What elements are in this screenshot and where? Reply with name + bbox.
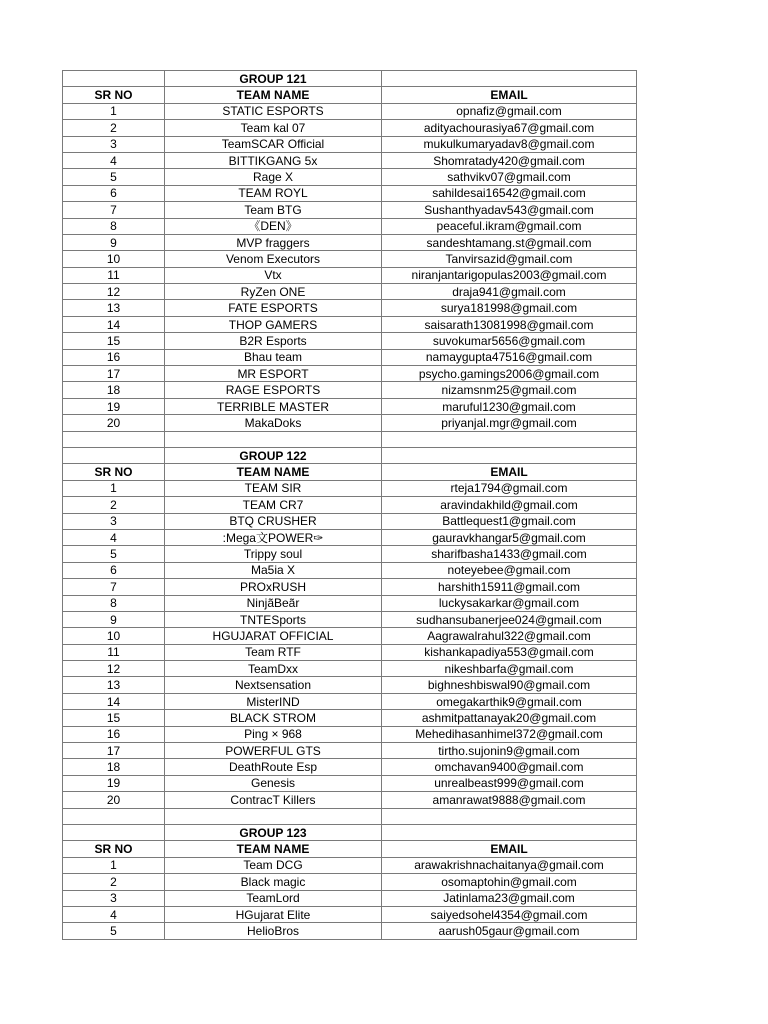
sr-no-cell: 15 (63, 710, 165, 726)
sr-no-cell: 13 (63, 300, 165, 316)
email-cell: osomaptohin@gmail.com (382, 874, 637, 890)
email-cell: Aagrawalrahul322@gmail.com (382, 628, 637, 644)
sr-no-cell: 6 (63, 185, 165, 201)
team-name-cell: TEAM CR7 (165, 497, 382, 513)
column-header-row (63, 841, 637, 857)
sr-no-cell: 8 (63, 218, 165, 234)
sr-no-cell: 2 (63, 497, 165, 513)
email-cell: Battlequest1@gmail.com (382, 513, 637, 529)
table-row (63, 579, 637, 595)
sr-no-cell: 12 (63, 661, 165, 677)
email-cell: opnafiz@gmail.com (382, 103, 637, 119)
email-cell: draja941@gmail.com (382, 284, 637, 300)
email-cell: omegakarthik9@gmail.com (382, 693, 637, 709)
empty-cell (165, 808, 382, 824)
sr-no-cell: 16 (63, 726, 165, 742)
sr-no-cell: 1 (63, 480, 165, 496)
team-name-cell: TeamSCAR Official (165, 136, 382, 152)
email-cell: saiyedsohel4354@gmail.com (382, 906, 637, 922)
team-name-cell: HelioBros (165, 923, 382, 939)
team-name-cell: Bhau team (165, 349, 382, 365)
email-cell: suvokumar5656@gmail.com (382, 333, 637, 349)
sr-no-cell: 20 (63, 415, 165, 431)
table-row (63, 644, 637, 660)
table-row (63, 152, 637, 168)
empty-cell (382, 824, 637, 840)
sr-no-cell: 14 (63, 693, 165, 709)
table-row (63, 267, 637, 283)
email-cell: unrealbeast999@gmail.com (382, 775, 637, 791)
email-cell: ashmitpattanayak20@gmail.com (382, 710, 637, 726)
column-header-row (63, 464, 637, 480)
team-name-cell: 《DEN》 (165, 218, 382, 234)
sr-no-cell: 19 (63, 775, 165, 791)
team-name-header: TEAM NAME (165, 87, 382, 103)
email-cell: aarush05gaur@gmail.com (382, 923, 637, 939)
sr-no-cell: 4 (63, 906, 165, 922)
email-header: EMAIL (382, 464, 637, 480)
table-row (63, 316, 637, 332)
team-name-cell: TEAM SIR (165, 480, 382, 496)
email-cell: niranjantarigopulas2003@gmail.com (382, 267, 637, 283)
email-cell: saisarath13081998@gmail.com (382, 316, 637, 332)
team-name-cell: Black magic (165, 874, 382, 890)
sr-no-cell: 15 (63, 333, 165, 349)
sr-no-cell: 17 (63, 366, 165, 382)
spacer-row (63, 431, 637, 447)
sr-no-cell: 6 (63, 562, 165, 578)
table-row (63, 300, 637, 316)
email-cell: gauravkhangar5@gmail.com (382, 529, 637, 545)
sr-no-cell: 5 (63, 169, 165, 185)
sr-no-cell: 1 (63, 857, 165, 873)
sr-no-cell: 11 (63, 267, 165, 283)
team-name-cell: NinjãBeãr (165, 595, 382, 611)
team-name-cell: THOP GAMERS (165, 316, 382, 332)
email-cell: tirtho.sujonin9@gmail.com (382, 743, 637, 759)
sr-no-header: SR NO (63, 464, 165, 480)
sr-no-cell: 18 (63, 382, 165, 398)
email-cell: sharifbasha1433@gmail.com (382, 546, 637, 562)
team-name-cell: STATIC ESPORTS (165, 103, 382, 119)
email-cell: priyanjal.mgr@gmail.com (382, 415, 637, 431)
sr-no-cell: 20 (63, 792, 165, 808)
sr-no-cell: 4 (63, 529, 165, 545)
table-row (63, 185, 637, 201)
email-header: EMAIL (382, 87, 637, 103)
spacer-row (63, 808, 637, 824)
sr-no-cell: 2 (63, 874, 165, 890)
sr-no-cell: 13 (63, 677, 165, 693)
sr-no-cell: 9 (63, 611, 165, 627)
table-row (63, 234, 637, 250)
table-row (63, 677, 637, 693)
email-cell: surya181998@gmail.com (382, 300, 637, 316)
team-name-cell: Rage X (165, 169, 382, 185)
empty-cell (382, 431, 637, 447)
table-row (63, 497, 637, 513)
table-row (63, 792, 637, 808)
team-name-cell: BITTIKGANG 5x (165, 152, 382, 168)
email-cell: arawakrishnachaitanya@gmail.com (382, 857, 637, 873)
team-name-cell: MVP fraggers (165, 234, 382, 250)
email-cell: nizamsnm25@gmail.com (382, 382, 637, 398)
sr-no-header: SR NO (63, 841, 165, 857)
table-row (63, 415, 637, 431)
sr-no-cell: 4 (63, 152, 165, 168)
team-name-cell: Venom Executors (165, 251, 382, 267)
sr-no-cell: 17 (63, 743, 165, 759)
team-name-cell: RAGE ESPORTS (165, 382, 382, 398)
email-cell: namaygupta47516@gmail.com (382, 349, 637, 365)
team-name-cell: Genesis (165, 775, 382, 791)
team-name-cell: PROxRUSH (165, 579, 382, 595)
team-name-cell: TeamLord (165, 890, 382, 906)
sr-no-cell: 5 (63, 923, 165, 939)
email-cell: mukulkumaryadav8@gmail.com (382, 136, 637, 152)
team-registration-table-body (63, 71, 637, 940)
email-cell: sandeshtamang.st@gmail.com (382, 234, 637, 250)
table-row (63, 906, 637, 922)
table-row (63, 349, 637, 365)
team-name-cell: DeathRoute Esp (165, 759, 382, 775)
email-cell: Shomratady420@gmail.com (382, 152, 637, 168)
team-name-cell: POWERFUL GTS (165, 743, 382, 759)
team-name-cell: Team BTG (165, 202, 382, 218)
sr-no-cell: 7 (63, 202, 165, 218)
team-name-cell: Team kal 07 (165, 120, 382, 136)
table-row (63, 595, 637, 611)
empty-cell (63, 824, 165, 840)
table-row (63, 611, 637, 627)
group-title: GROUP 122 (165, 447, 382, 463)
group-title: GROUP 123 (165, 824, 382, 840)
group-title-row (63, 447, 637, 463)
team-name-cell: Nextsensation (165, 677, 382, 693)
table-row (63, 874, 637, 890)
table-row (63, 562, 637, 578)
email-cell: nikeshbarfa@gmail.com (382, 661, 637, 677)
sr-no-cell: 5 (63, 546, 165, 562)
team-name-cell: TeamDxx (165, 661, 382, 677)
empty-cell (63, 71, 165, 87)
table-row (63, 759, 637, 775)
team-name-cell: Team RTF (165, 644, 382, 660)
table-row (63, 693, 637, 709)
email-cell: aravindakhild@gmail.com (382, 497, 637, 513)
team-name-cell: Vtx (165, 267, 382, 283)
email-cell: Tanvirsazid@gmail.com (382, 251, 637, 267)
team-name-cell: BTQ CRUSHER (165, 513, 382, 529)
empty-cell (63, 431, 165, 447)
empty-cell (63, 447, 165, 463)
team-name-cell: HGujarat Elite (165, 906, 382, 922)
table-row (63, 513, 637, 529)
group-title-row (63, 71, 637, 87)
sr-no-cell: 19 (63, 398, 165, 414)
email-cell: maruful1230@gmail.com (382, 398, 637, 414)
table-row (63, 136, 637, 152)
team-name-cell: B2R Esports (165, 333, 382, 349)
table-row (63, 775, 637, 791)
table-row (63, 218, 637, 234)
team-name-cell: BLACK STROM (165, 710, 382, 726)
sr-no-cell: 18 (63, 759, 165, 775)
team-name-header: TEAM NAME (165, 464, 382, 480)
sr-no-cell: 14 (63, 316, 165, 332)
table-row (63, 661, 637, 677)
table-row (63, 743, 637, 759)
sr-no-cell: 12 (63, 284, 165, 300)
empty-cell (382, 447, 637, 463)
email-cell: Sushanthyadav543@gmail.com (382, 202, 637, 218)
sr-no-cell: 10 (63, 251, 165, 267)
email-cell: rteja1794@gmail.com (382, 480, 637, 496)
table-row (63, 890, 637, 906)
group-title-row (63, 824, 637, 840)
team-name-cell: :Mega文POWER✑ (165, 529, 382, 545)
team-name-cell: FATE ESPORTS (165, 300, 382, 316)
sr-no-cell: 1 (63, 103, 165, 119)
email-cell: omchavan9400@gmail.com (382, 759, 637, 775)
team-name-cell: RyZen ONE (165, 284, 382, 300)
table-row (63, 382, 637, 398)
email-cell: amanrawat9888@gmail.com (382, 792, 637, 808)
team-name-cell: MakaDoks (165, 415, 382, 431)
sr-no-cell: 8 (63, 595, 165, 611)
email-cell: Jatinlama23@gmail.com (382, 890, 637, 906)
team-registration-table (62, 70, 637, 940)
team-name-cell: MisterIND (165, 693, 382, 709)
table-row (63, 120, 637, 136)
table-row (63, 103, 637, 119)
table-row (63, 366, 637, 382)
sr-no-cell: 2 (63, 120, 165, 136)
team-name-cell: TEAM ROYL (165, 185, 382, 201)
email-cell: bighneshbiswal90@gmail.com (382, 677, 637, 693)
column-header-row (63, 87, 637, 103)
table-row (63, 710, 637, 726)
team-name-header: TEAM NAME (165, 841, 382, 857)
sr-no-cell: 9 (63, 234, 165, 250)
email-cell: harshith15911@gmail.com (382, 579, 637, 595)
sr-no-cell: 10 (63, 628, 165, 644)
sr-no-cell: 3 (63, 513, 165, 529)
table-row (63, 398, 637, 414)
team-name-cell: Ping × 968 (165, 726, 382, 742)
sr-no-cell: 7 (63, 579, 165, 595)
team-name-cell: TERRIBLE MASTER (165, 398, 382, 414)
sr-no-cell: 11 (63, 644, 165, 660)
table-row (63, 333, 637, 349)
email-header: EMAIL (382, 841, 637, 857)
table-row (63, 284, 637, 300)
table-row (63, 480, 637, 496)
table-row (63, 923, 637, 939)
empty-cell (63, 808, 165, 824)
table-row (63, 857, 637, 873)
email-cell: psycho.gamings2006@gmail.com (382, 366, 637, 382)
email-cell: Mehedihasanhimel372@gmail.com (382, 726, 637, 742)
empty-cell (382, 808, 637, 824)
sr-no-cell: 3 (63, 136, 165, 152)
group-title: GROUP 121 (165, 71, 382, 87)
table-row (63, 546, 637, 562)
team-name-cell: Ma5ia X (165, 562, 382, 578)
table-row (63, 628, 637, 644)
email-cell: peaceful.ikram@gmail.com (382, 218, 637, 234)
table-row (63, 202, 637, 218)
team-name-cell: ContracT Killers (165, 792, 382, 808)
table-row (63, 529, 637, 545)
empty-cell (382, 71, 637, 87)
email-cell: sudhansubanerjee024@gmail.com (382, 611, 637, 627)
sr-no-cell: 16 (63, 349, 165, 365)
sr-no-cell: 3 (63, 890, 165, 906)
team-name-cell: Team DCG (165, 857, 382, 873)
team-name-cell: HGUJARAT OFFICIAL (165, 628, 382, 644)
email-cell: kishankapadiya553@gmail.com (382, 644, 637, 660)
table-row (63, 169, 637, 185)
email-cell: noteyebee@gmail.com (382, 562, 637, 578)
table-row (63, 251, 637, 267)
team-name-cell: TNTESports (165, 611, 382, 627)
team-name-cell: MR ESPORT (165, 366, 382, 382)
email-cell: sathvikv07@gmail.com (382, 169, 637, 185)
email-cell: sahildesai16542@gmail.com (382, 185, 637, 201)
table-row (63, 726, 637, 742)
team-name-cell: Trippy soul (165, 546, 382, 562)
email-cell: luckysakarkar@gmail.com (382, 595, 637, 611)
empty-cell (165, 431, 382, 447)
sr-no-header: SR NO (63, 87, 165, 103)
email-cell: adityachourasiya67@gmail.com (382, 120, 637, 136)
